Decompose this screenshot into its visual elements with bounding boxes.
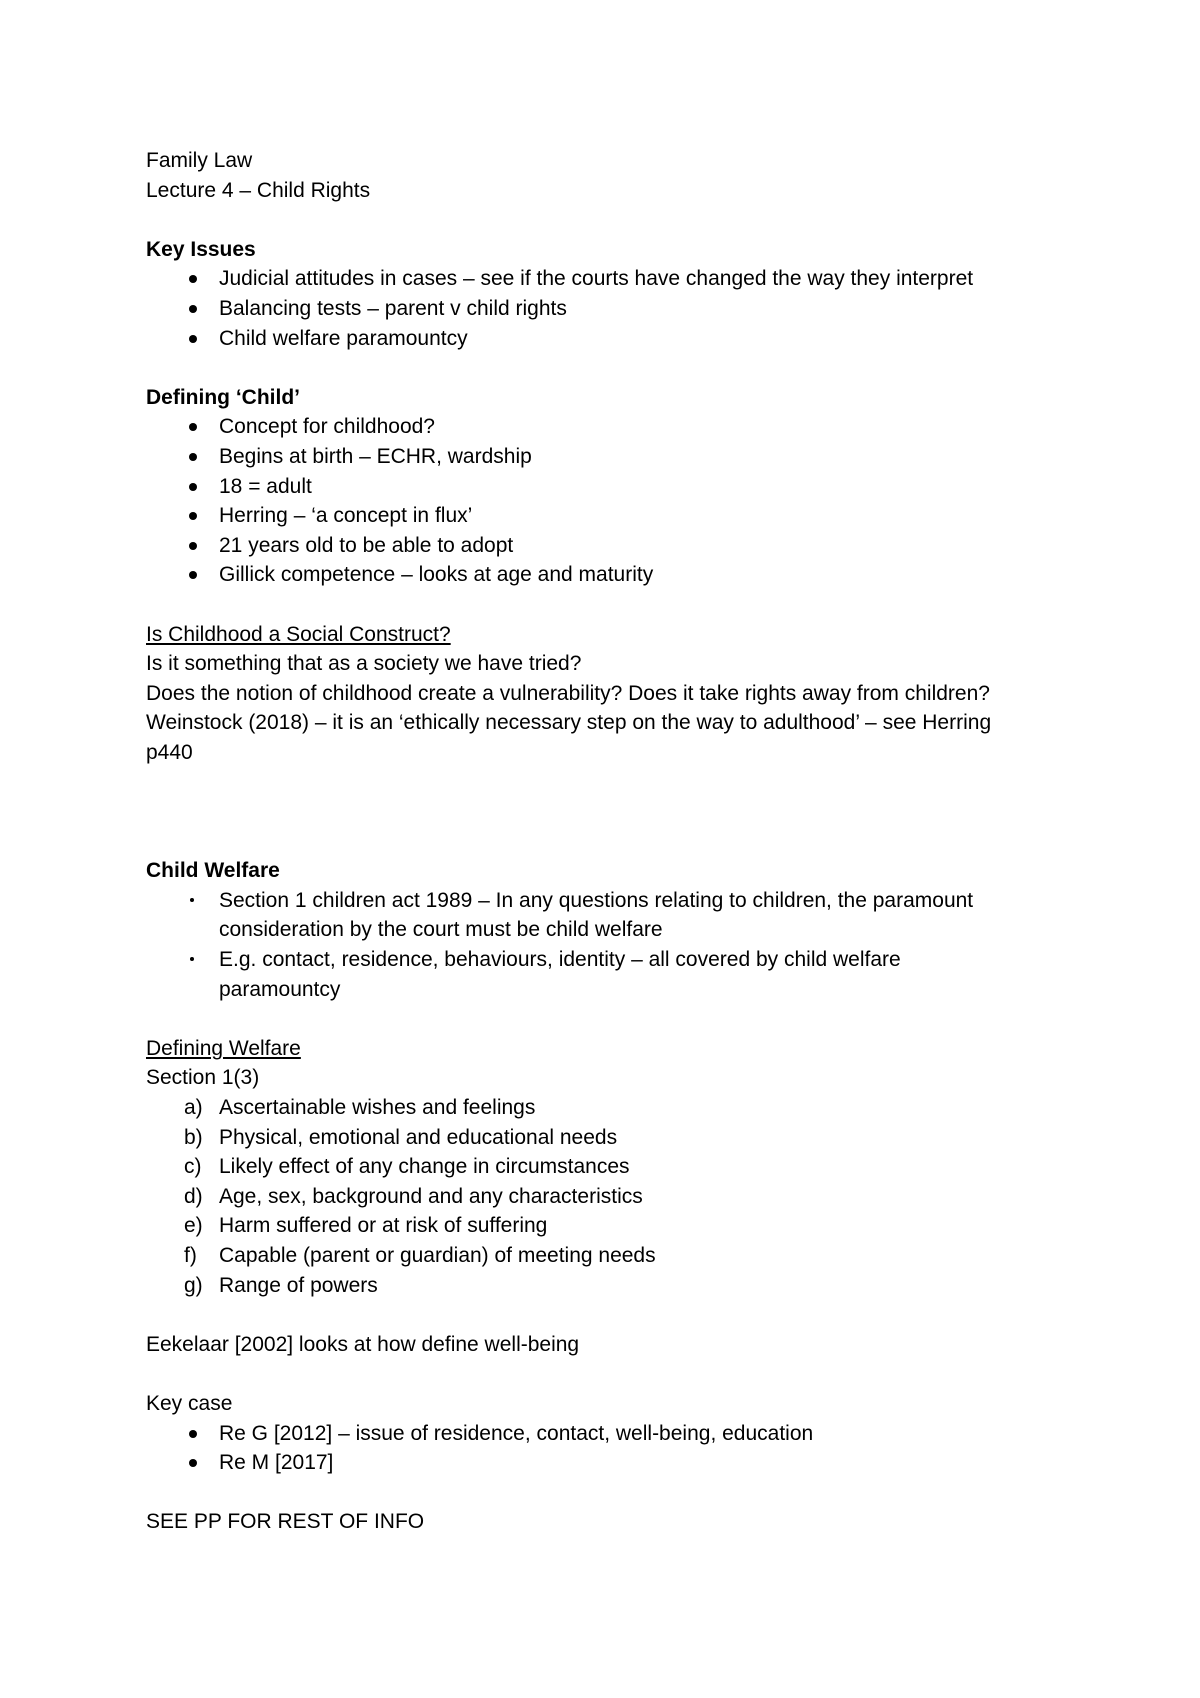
list-item-text: Ascertainable wishes and feelings	[219, 1096, 536, 1120]
spacer	[146, 205, 1076, 235]
list-item	[146, 1419, 1076, 1449]
spacer	[146, 1359, 1076, 1389]
list-item-text: Begins at birth – ECHR, wardship	[219, 444, 532, 468]
key-case-heading: Key case	[146, 1391, 233, 1415]
list-item-text: Physical, emotional and educational needs	[219, 1125, 618, 1149]
bullet-icon	[189, 1459, 197, 1467]
spacer	[146, 1478, 1076, 1508]
list-item-text: E.g. contact, residence, behaviours, identity – all covered by child welfare	[219, 948, 901, 972]
list-item-text: Section 1 children act 1989 – In any questions relating to children, the paramount	[219, 888, 974, 912]
list-item-text: Re M [2017]	[219, 1451, 334, 1475]
welfare-checklist	[146, 1093, 1076, 1300]
document-title: Family Law	[146, 149, 253, 172]
list-item	[146, 1123, 1076, 1153]
list-item-text: Likely effect of any change in circumstances	[219, 1155, 630, 1179]
list-marker: g)	[184, 1273, 203, 1297]
list-item-text: Gillick competence – looks at age and maturity	[219, 563, 654, 587]
bullet-icon	[189, 542, 197, 550]
list-item	[146, 1241, 1076, 1271]
spacer	[146, 353, 1076, 383]
list-item	[146, 1093, 1076, 1123]
spacer	[146, 767, 1076, 856]
list-marker: b)	[184, 1125, 203, 1149]
defining-child-heading: Defining ‘Child’	[146, 385, 300, 409]
child-welfare-heading: Child Welfare	[146, 859, 280, 883]
list-item-text: Re G [2012] – issue of residence, contact, well-being, education	[219, 1421, 814, 1445]
list-item-text: consideration by the court must be child welfare	[219, 918, 663, 942]
list-item	[146, 560, 1076, 590]
footer-note: SEE PP FOR REST OF INFO	[146, 1510, 425, 1534]
list-item	[146, 886, 1076, 945]
list-item	[146, 945, 1076, 1004]
key-issues-list	[146, 264, 1076, 353]
list-marker: f)	[184, 1243, 197, 1267]
list-item-text: Harm suffered or at risk of suffering	[219, 1214, 548, 1238]
list-item-text: Concept for childhood?	[219, 415, 435, 439]
bullet-icon	[189, 423, 197, 431]
list-item	[146, 1271, 1076, 1301]
child-welfare-list	[146, 886, 1076, 1004]
bullet-icon	[189, 453, 197, 461]
list-item	[146, 501, 1076, 531]
paragraph-line: Is it something that as a society we have tried?	[146, 652, 582, 676]
bullet-icon	[189, 305, 197, 313]
list-item	[146, 1448, 1076, 1478]
list-item	[146, 294, 1076, 324]
key-case-list	[146, 1419, 1076, 1478]
list-item-text: Child welfare paramountcy	[219, 326, 468, 350]
eekelaar-note: Eekelaar [2002] looks at how define well-being	[146, 1332, 580, 1356]
list-marker: e)	[184, 1214, 203, 1238]
social-construct-heading: Is Childhood a Social Construct?	[146, 622, 451, 646]
bullet-icon	[189, 335, 197, 343]
bullet-icon	[189, 571, 197, 579]
section-reference: Section 1(3)	[146, 1066, 260, 1090]
spacer	[146, 1300, 1076, 1330]
paragraph-line: Does the notion of childhood create a vulnerability? Does it take rights away from children?	[146, 681, 990, 705]
defining-welfare-heading: Defining Welfare	[146, 1036, 301, 1060]
document-body	[146, 146, 1076, 1537]
list-item	[146, 1182, 1076, 1212]
list-item-text: 21 years old to be able to adopt	[219, 533, 514, 557]
list-item	[146, 442, 1076, 472]
lecture-subtitle: Lecture 4 – Child Rights	[146, 178, 371, 202]
list-item	[146, 412, 1076, 442]
list-item-text: paramountcy	[219, 977, 341, 1001]
list-item-text: Herring – ‘a concept in flux’	[219, 504, 473, 528]
bullet-icon	[190, 898, 194, 902]
list-item	[146, 324, 1076, 354]
bullet-icon	[189, 512, 197, 520]
key-issues-heading: Key Issues	[146, 237, 256, 261]
paragraph-line: p440	[146, 740, 193, 764]
list-item-text: Range of powers	[219, 1273, 378, 1297]
spacer	[146, 1004, 1076, 1034]
list-item-text: Age, sex, background and any characteristics	[219, 1184, 643, 1208]
list-item-text: Balancing tests – parent v child rights	[219, 296, 567, 320]
bullet-icon	[190, 957, 194, 961]
list-marker: d)	[184, 1184, 203, 1208]
paragraph-line: Weinstock (2018) – it is an ‘ethically necessary step on the way to adulthood’ – see Herring	[146, 711, 992, 735]
bullet-icon	[189, 483, 197, 491]
list-item-text: Capable (parent or guardian) of meeting needs	[219, 1243, 656, 1267]
list-item	[146, 531, 1076, 561]
defining-child-list	[146, 412, 1076, 590]
list-marker: c)	[184, 1155, 202, 1179]
bullet-icon	[189, 1430, 197, 1438]
list-item-text: 18 = adult	[219, 474, 312, 498]
list-item-text: Judicial attitudes in cases – see if the courts have changed the way they interpret	[219, 267, 974, 291]
list-marker: a)	[184, 1096, 203, 1120]
list-item	[146, 1211, 1076, 1241]
list-item	[146, 472, 1076, 502]
spacer	[146, 590, 1076, 620]
list-item	[146, 264, 1076, 294]
bullet-icon	[189, 275, 197, 283]
list-item	[146, 1152, 1076, 1182]
